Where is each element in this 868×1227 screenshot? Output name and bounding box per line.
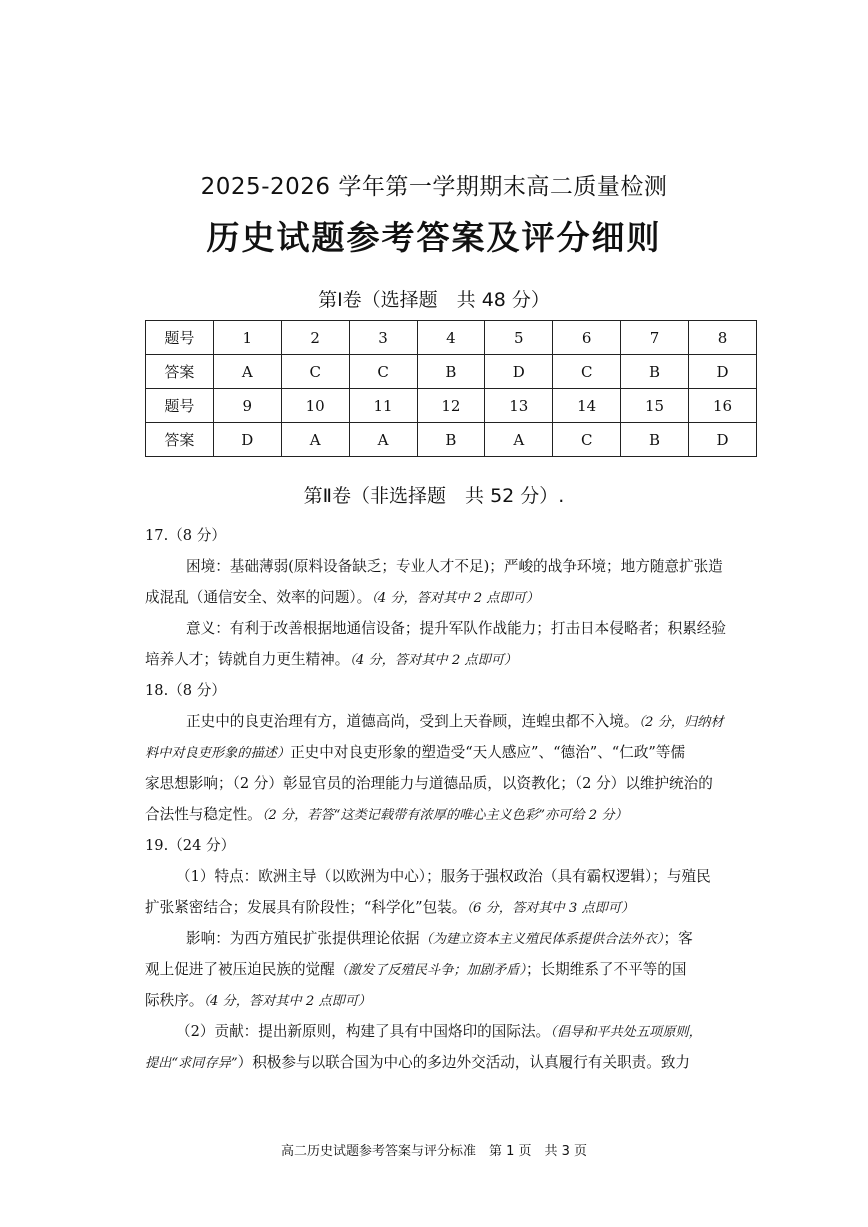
q19-line [186,929,751,950]
answer-cell: C [349,355,417,389]
q19-heading: 19.（24 分） [145,837,236,854]
q19-line [145,991,750,1012]
question-number: 8 [689,321,757,355]
section2-heading: 第Ⅱ卷（非选择题 共 52 分）. [303,485,565,507]
question-number: 5 [485,321,553,355]
table-row [146,389,757,423]
q18-text: 正史中的良吏治理有方，道德高尚，受到上天眷顾，连蝗虫都不入境。 [186,713,639,730]
answer-cell: D [689,355,757,389]
q19-text: 影响：为西方殖民扩张提供理论依据 [186,930,420,947]
row-label: 题号 [146,321,214,355]
answer-cell: C [553,423,621,457]
q17-score-note: （4 分，答对其中 2 点即可） [371,591,540,606]
q17-text: 成混乱（通信安全、效率的问题）。 [145,589,372,606]
q19-text: ；长期维系了不平等的国 [525,961,687,978]
q19-text: 际秩序。 [145,992,204,1009]
q18-score-note: （2 分，归纳材 [638,715,724,730]
question-number: 3 [349,321,417,355]
answer-table [145,320,757,457]
question-number: 10 [281,389,349,423]
answer-cell: B [417,355,485,389]
question-number: 1 [213,321,281,355]
row-label: 题号 [146,389,214,423]
question-number: 4 [417,321,485,355]
q18-heading: 18.（8 分） [145,682,226,699]
answer-cell: D [485,355,553,389]
q18-text: 正史中对良吏形象的塑造受“天人感应”、“德治”、“仁政”等儒 [290,744,686,761]
q18-score-note: （2 分，若答“这类记载带有浓厚的唯心主义色彩”亦可给 2 分） [261,808,628,823]
page-title: 历史试题参考答案及评分细则 [206,218,662,257]
q19-text: 扩张紧密结合；发展具有阶段性；“科学化”包装。 [145,899,467,916]
row-label: 答案 [146,355,214,389]
q19-score-note: （为建立资本主义殖民体系提供合法外衣） [419,932,664,947]
question-number: 13 [485,389,553,423]
question-number: 14 [553,389,621,423]
q19-line [145,1053,750,1074]
q17-text: 培养人才；铸就自力更生精神。 [145,651,350,668]
q19-score-note: （6 分，答对其中 3 点即可） [466,901,635,916]
q19-text: ；客 [663,930,693,947]
q17-heading: 17.（8 分） [145,527,226,544]
q18-line: 家思想影响；（2 分）彰显官员的治理能力与道德品质，以资教化；（2 分）以维护统治的 [145,775,713,792]
q17-line: 困境：基础薄弱(原料设备缺乏；专业人才不足)；严峻的战争环境；地方随意扩张造 [186,558,723,575]
answer-cell: A [485,423,553,457]
q19-score-note: 提出“求同存异” [145,1056,238,1071]
answer-cell: A [213,355,281,389]
answer-cell: D [213,423,281,457]
q19-line [145,898,750,919]
exam-title: 2025-2026 学年第一学期期末高二质量检测 [200,174,668,200]
q19-line [176,1022,751,1043]
table-row [146,321,757,355]
q19-line [145,960,750,981]
q17-line [145,588,750,609]
q19-line: （1）特点：欧洲主导（以欧洲为中心）；服务于强权政治（具有霸权逻辑）；与殖民 [176,868,711,885]
q17-score-note: （4 分，答对其中 2 点即可） [349,653,518,668]
question-number: 6 [553,321,621,355]
q18-line [145,743,750,764]
q18-text: 合法性与稳定性。 [145,806,262,823]
q18-line [186,712,751,733]
page-footer: 高二历史试题参考答案与评分标准 第 1 页 共 3 页 [280,1144,588,1159]
table-row [146,355,757,389]
question-number: 12 [417,389,485,423]
q19-text: 观上促进了被压迫民族的觉醒 [145,961,335,978]
table-row [146,423,757,457]
answer-cell: B [621,355,689,389]
answer-cell: B [417,423,485,457]
q19-score-note: （倡导和平共处五项原则， [550,1025,702,1040]
answer-cell: C [553,355,621,389]
section1-heading: 第Ⅰ卷（选择题 共 48 分） [318,289,550,311]
q18-score-note: 料中对良吏形象的描述） [145,746,291,761]
question-number: 2 [281,321,349,355]
answer-cell: C [281,355,349,389]
q18-line [145,805,750,826]
answer-cell: B [621,423,689,457]
question-number: 16 [689,389,757,423]
q19-text: （2）贡献：提出新原则，构建了具有中国烙印的国际法。 [176,1023,551,1040]
question-number: 7 [621,321,689,355]
question-number: 15 [621,389,689,423]
answer-cell: D [689,423,757,457]
q19-score-note: （激发了反殖民斗争；加剧矛盾） [334,963,526,978]
q17-line [145,650,750,671]
q19-score-note: （4 分，答对其中 2 点即可） [203,994,372,1009]
answer-cell: A [281,423,349,457]
question-number: 11 [349,389,417,423]
q17-line: 意义：有利于改善根据地通信设备；提升军队作战能力；打击日本侵略者；积累经验 [186,620,726,637]
row-label: 答案 [146,423,214,457]
q19-text: ）积极参与以联合国为中心的多边外交活动，认真履行有关职责。致力 [237,1054,691,1071]
question-number: 9 [213,389,281,423]
answer-cell: A [349,423,417,457]
